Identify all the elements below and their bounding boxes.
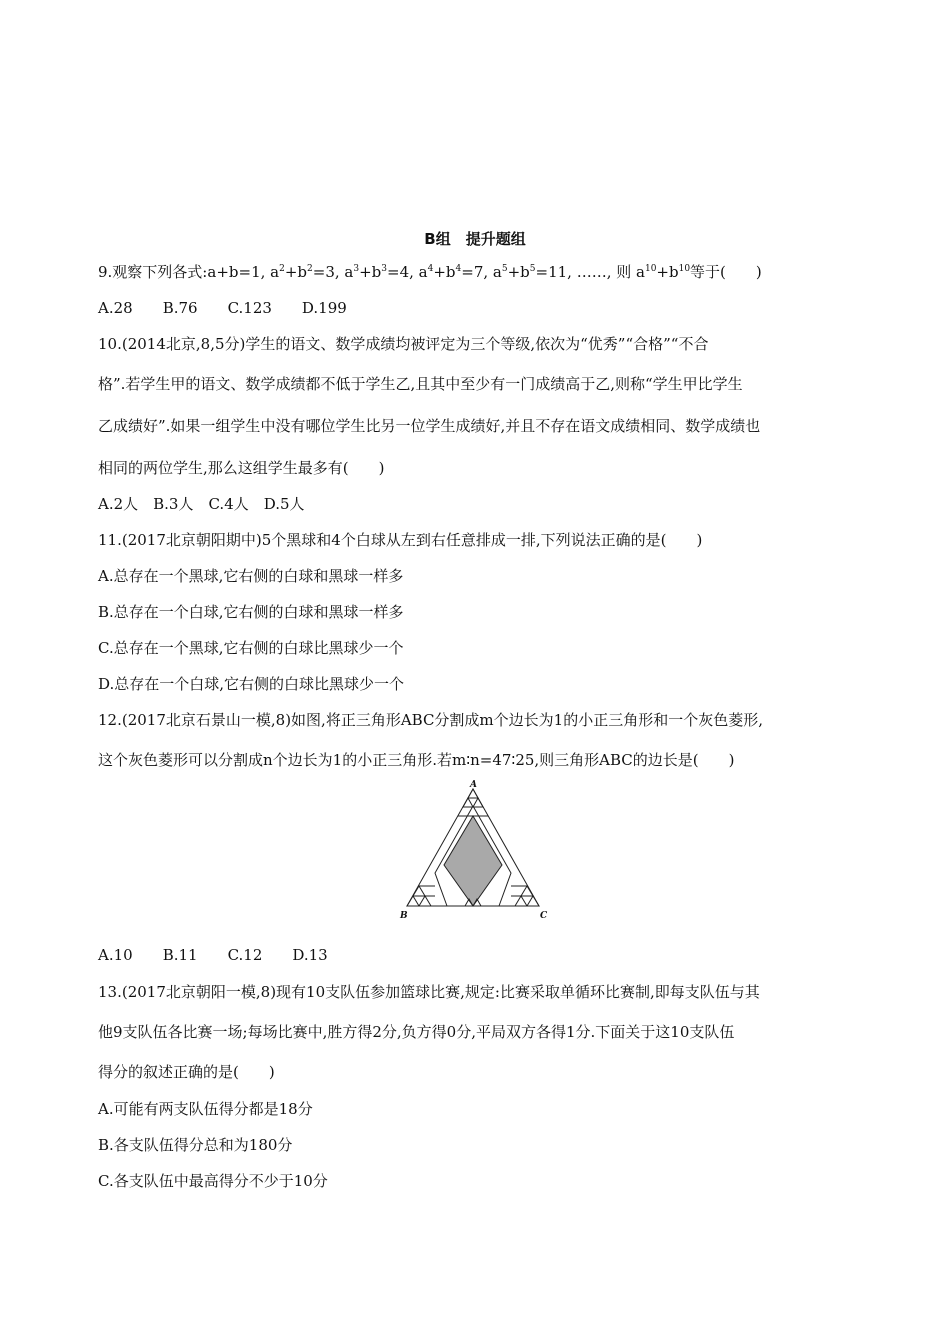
q9-exp: 10 <box>644 264 657 274</box>
q9-exp: 5 <box>501 264 508 274</box>
q11-option-d: D.总存在一个白球,它右侧的白球比黑球少一个 <box>98 675 405 693</box>
q12-line-1: 12.(2017北京石景山一模,8)如图,将正三角形ABC分割成m个边长为1的小正三角形和一个灰色菱形, <box>98 711 763 729</box>
small-triangle <box>419 896 431 906</box>
q11-option-a: A.总存在一个黑球,它右侧的白球和黑球一样多 <box>98 567 404 585</box>
q12-line-2: 这个灰色菱形可以分割成n个边长为1的小正三角形.若m∶n=47∶25,则三角形ABC的边长是( ) <box>98 751 735 769</box>
q9-term-value: =4, <box>387 263 419 281</box>
q10-options: A.2人 B.3人 C.4人 D.5人 <box>98 495 305 513</box>
q12-options: A.10 B.11 C.12 D.13 <box>98 946 328 964</box>
q9-target: a <box>636 263 645 281</box>
vertex-label-c: C <box>540 911 548 921</box>
q9-exp: 5 <box>529 264 536 274</box>
q9-term: +b <box>433 263 456 281</box>
q9-term: a+b <box>207 263 239 281</box>
q13-option-b: B.各支队伍得分总和为180分 <box>98 1136 293 1154</box>
q9-options: A.28 B.76 C.123 D.199 <box>98 299 347 317</box>
q9-ellipsis: ……, 则 <box>576 263 637 281</box>
q9-term-value: =7, <box>461 263 493 281</box>
q9-term: a <box>344 263 354 281</box>
small-triangle <box>515 896 527 906</box>
q9-term: a <box>270 263 280 281</box>
q9-exp: 2 <box>279 264 285 274</box>
q11-option-b: B.总存在一个白球,它右侧的白球和黑球一样多 <box>98 603 404 621</box>
q9-stem <box>98 262 762 282</box>
q9-exp: 3 <box>353 264 360 274</box>
q11-option-c: C.总存在一个黑球,它右侧的白球比黑球少一个 <box>98 639 404 657</box>
q9-term: +b <box>359 263 382 281</box>
q9-term: a <box>492 263 502 281</box>
q13-line-2: 他9支队伍各比赛一场;每场比赛中,胜方得2分,负方得0分,平局双方各得1分.下面关于这10支队伍 <box>98 1023 735 1041</box>
q9-term: +b <box>507 263 530 281</box>
small-triangle <box>473 798 483 807</box>
small-triangle <box>413 886 425 896</box>
q13-option-a: A.可能有两支队伍得分都是18分 <box>98 1100 313 1118</box>
triangle-figure <box>395 780 555 923</box>
vertex-label-a: A <box>470 780 477 790</box>
q13-line-1: 13.(2017北京朝阳一模,8)现有10支队伍参加篮球比赛,规定:比赛采取单循环比赛制,即每支队伍与其 <box>98 983 760 1001</box>
q13-line-3: 得分的叙述正确的是( ) <box>98 1063 275 1081</box>
q11-stem: 11.(2017北京朝阳期中)5个黑球和4个白球从左到右任意排成一排,下列说法正确的是( ) <box>98 531 703 549</box>
q9-exp: 4 <box>427 264 434 274</box>
q9-exp: 4 <box>455 264 462 274</box>
small-triangle <box>527 896 539 906</box>
small-triangle <box>521 886 533 896</box>
small-triangle <box>463 798 473 807</box>
section-title: B组 提升题组 <box>424 230 526 248</box>
small-triangle <box>468 789 478 798</box>
q9-prefix: 9.观察下列各式: <box>98 263 208 281</box>
q13-option-c: C.各支队伍中最高得分不少于10分 <box>98 1172 328 1190</box>
gray-rhombus <box>444 816 502 906</box>
triangle-diagram <box>395 780 555 923</box>
q9-term: +b <box>284 263 308 281</box>
q9-suffix: 等于( ) <box>690 263 762 281</box>
q9-term-value: =11, <box>535 263 577 281</box>
q9-target: +b <box>656 263 679 281</box>
q9-term-value: =1, <box>238 263 271 281</box>
vertex-label-b: B <box>400 911 408 921</box>
q9-exp: 10 <box>678 264 691 274</box>
q9-exp: 2 <box>307 264 313 274</box>
q10-line-1: 10.(2014北京,8,5分)学生的语文、数学成绩均被评定为三个等级,依次为“优秀”“合格”“不合 <box>98 335 709 353</box>
q9-exp: 3 <box>381 264 387 274</box>
q10-line-4: 相同的两位学生,那么这组学生最多有( ) <box>98 459 385 477</box>
q10-line-2: 格”.若学生甲的语文、数学成绩都不低于学生乙,且其中至少有一门成绩高于乙,则称“学生甲比学生 <box>98 375 743 393</box>
q9-term-value: =3, <box>312 263 345 281</box>
q10-line-3: 乙成绩好”.如果一组学生中没有哪位学生比另一位学生成绩好,并且不存在语文成绩相同、数学成绩也 <box>98 417 761 435</box>
small-triangle <box>407 896 419 906</box>
q9-term: a <box>418 263 428 281</box>
